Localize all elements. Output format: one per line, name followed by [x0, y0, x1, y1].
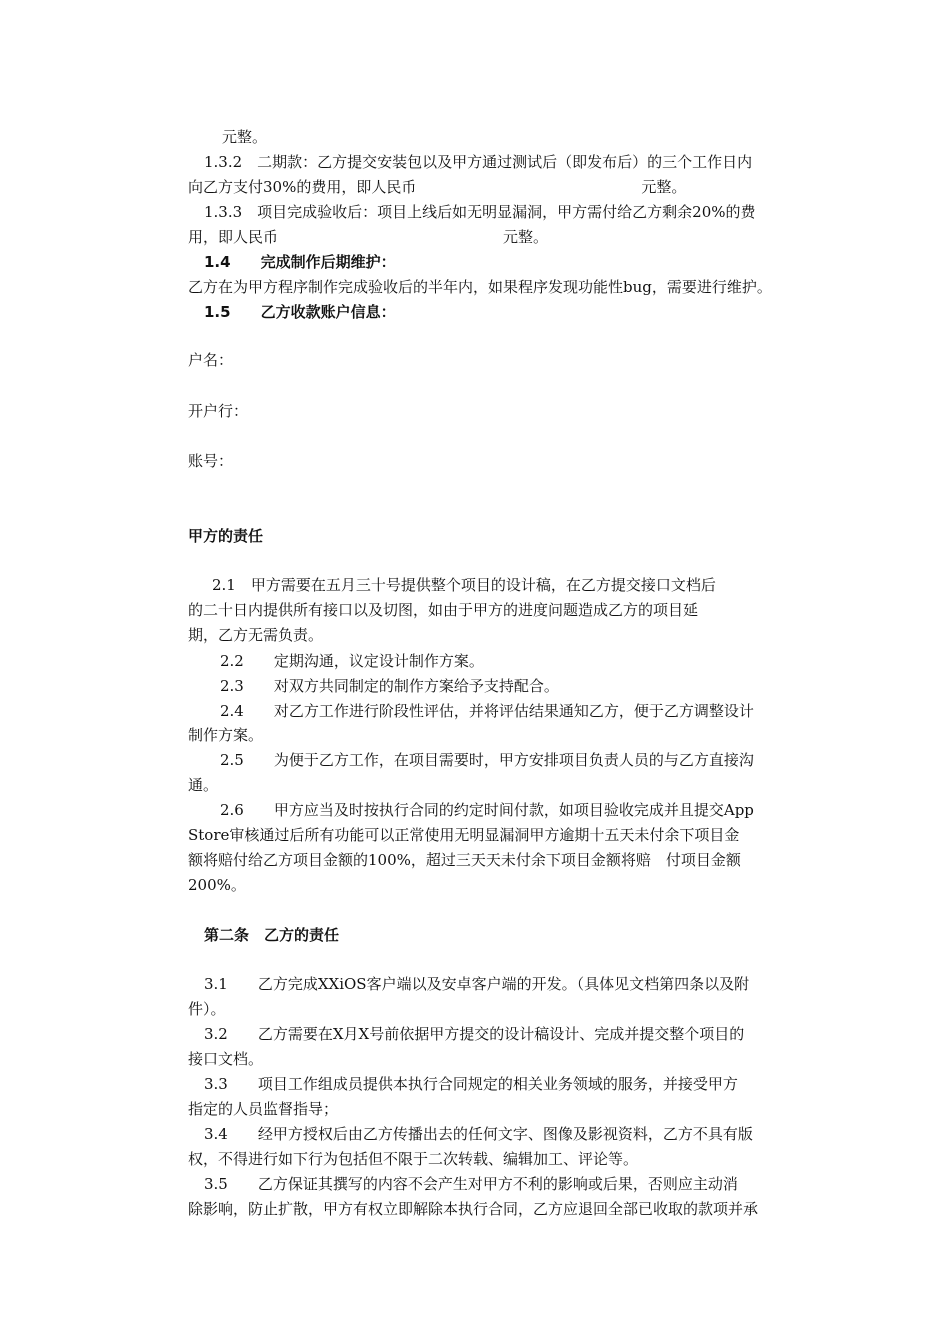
text-line: 的二十日内提供所有接口以及切图，如由于甲方的进度问题造成乙方的项目延: [188, 601, 699, 619]
account-name-label: 户名：: [188, 351, 234, 369]
text-line: 乙方在为甲方程序制作完成验收后的半年内，如果程序发现功能性bug，需要进行维护。: [188, 278, 772, 296]
text-line: 2.6 甲方应当及时按执行合同的约定时间付款，如项目验收完成并且提交App: [220, 801, 754, 819]
text-line: 3.1 乙方完成XXiOS客户端以及安卓客户端的开发。（具体见文档第四条以及附: [204, 975, 750, 993]
text-line: 制作方案。: [188, 726, 264, 744]
section-heading: 1.5 乙方收款账户信息：: [204, 303, 396, 321]
text-line: 额将赔付给乙方项目金额的100%，超过三天天未付余下项目金额将赔 付项目金额: [188, 851, 741, 869]
section-heading: 1.4 完成制作后期维护：: [204, 253, 396, 271]
text-line: 期，乙方无需负责。: [188, 626, 324, 644]
text-line: 3.3 项目工作组成员提供本执行合同规定的相关业务领域的服务，并接受甲方: [204, 1075, 738, 1093]
text-line: 权，不得进行如下行为包括但不限于二次转载、编辑加工、评论等。: [188, 1150, 639, 1168]
text-line: 2.3 对双方共同制定的制作方案给予支持配合。: [220, 677, 559, 695]
text-line: 3.2 乙方需要在X月X号前依据甲方提交的设计稿设计、完成并提交整个项目的: [204, 1025, 745, 1043]
text-line: 用，即人民币 元整。: [188, 228, 549, 246]
text-line: 1.3.3 项目完成验收后：项目上线后如无明显漏洞，甲方需付给乙方剩余20%的费: [204, 203, 756, 221]
text-line: 2.5 为便于乙方工作，在项目需要时，甲方安排项目负责人员的与乙方直接沟: [220, 751, 754, 769]
text-line: 通。: [188, 776, 219, 794]
section-heading: 甲方的责任: [188, 527, 264, 545]
text-line: 1.3.2 二期款：乙方提交安装包以及甲方通过测试后（即发布后）的三个工作日内: [204, 153, 753, 171]
text-line: Store审核通过后所有功能可以正常使用无明显漏洞甲方逾期十五天未付余下项目金: [188, 826, 740, 844]
text-line: 2.1 甲方需要在五月三十号提供整个项目的设计稿，在乙方提交接口文档后: [212, 576, 716, 594]
text-line: 200%。: [188, 876, 246, 894]
text-line: 件）。: [188, 1000, 226, 1018]
text-line: 3.5 乙方保证其撰写的内容不会产生对甲方不利的影响或后果，否则应主动消: [204, 1175, 738, 1193]
text-line: 除影响，防止扩散，甲方有权立即解除本执行合同，乙方应退回全部已收取的款项并承: [188, 1200, 759, 1218]
text-line: 3.4 经甲方授权后由乙方传播出去的任何文字、图像及影视资料，乙方不具有版: [204, 1125, 753, 1143]
text-line: 接口文档。: [188, 1050, 264, 1068]
text-line: 2.4 对乙方工作进行阶段性评估，并将评估结果通知乙方，便于乙方调整设计: [220, 702, 754, 720]
text-line: 指定的人员监督指导；: [188, 1100, 339, 1118]
account-number-label: 账号：: [188, 452, 234, 470]
section-heading: 第二条 乙方的责任: [204, 926, 340, 944]
account-bank-label: 开户行：: [188, 402, 249, 420]
text-line: 向乙方支付30%的费用，即人民币 元整。: [188, 178, 687, 196]
text-line: 元整。: [222, 128, 268, 146]
text-line: 2.2 定期沟通，议定设计制作方案。: [220, 652, 484, 670]
